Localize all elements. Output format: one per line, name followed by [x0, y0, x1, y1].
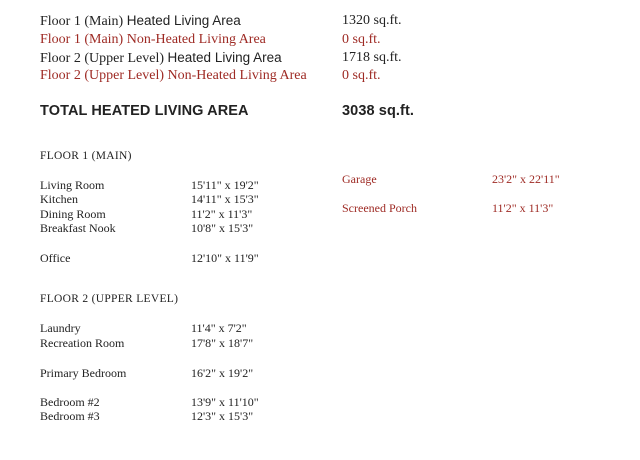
room-dims: 15'11" x 19'2": [191, 178, 259, 192]
room-dims: 14'11" x 15'3": [191, 192, 259, 206]
area-type: Heated Living Area: [126, 13, 241, 28]
area-floor: Floor 1 (Main): [40, 32, 124, 47]
area-type: Non-Heated Living Area: [126, 32, 266, 47]
total-value: 3038 sq.ft.: [342, 103, 415, 119]
area-value: 0 sq.ft.: [342, 32, 381, 47]
area-value: 1718 sq.ft.: [342, 50, 402, 65]
non-heated-room-name: Screened Porch: [342, 201, 417, 215]
floor1-title: FLOOR 1 (MAIN): [40, 150, 132, 162]
room-dims: 10'8" x 15'3": [191, 221, 254, 235]
room-dims: 13'9" x 11'10": [191, 395, 259, 409]
non-heated-room-dims: 11'2" x 11'3": [492, 201, 554, 215]
room-name: Living Room: [40, 178, 105, 192]
area-floor: Floor 2 (Upper Level): [40, 51, 165, 66]
area-floor: Floor 2 (Upper Level): [40, 68, 165, 83]
area-value: 0 sq.ft.: [342, 68, 381, 83]
floor2-title: FLOOR 2 (UPPER LEVEL): [40, 293, 179, 305]
room-name: Bedroom #2: [40, 395, 100, 409]
room-dims: 11'2" x 11'3": [191, 207, 253, 221]
area-type: Non-Heated Living Area: [167, 68, 307, 83]
area-row: [40, 68, 307, 84]
room-dims: 11'4" x 7'2": [191, 321, 247, 335]
room-name: Primary Bedroom: [40, 366, 127, 380]
area-value: 1320 sq.ft.: [342, 13, 402, 28]
room-name: Dining Room: [40, 207, 106, 221]
room-name: Kitchen: [40, 192, 78, 206]
room-dims: 16'2" x 19'2": [191, 366, 254, 380]
room-dims: 12'10" x 11'9": [191, 251, 259, 265]
room-dims: 12'3" x 15'3": [191, 409, 254, 423]
total-label: TOTAL HEATED LIVING AREA: [40, 103, 249, 119]
room-dims: 17'8" x 18'7": [191, 336, 254, 350]
area-type: Heated Living Area: [167, 50, 282, 65]
area-row: [40, 50, 282, 67]
non-heated-room-dims: 23'2" x 22'11": [492, 172, 560, 186]
room-name: Recreation Room: [40, 336, 125, 350]
room-name: Bedroom #3: [40, 409, 100, 423]
room-name: Breakfast Nook: [40, 221, 116, 235]
room-name: Laundry: [40, 321, 81, 335]
area-floor: Floor 1 (Main): [40, 14, 124, 29]
non-heated-room-name: Garage: [342, 172, 377, 186]
room-name: Office: [40, 251, 71, 265]
area-row: [40, 13, 241, 30]
area-row: [40, 32, 266, 48]
